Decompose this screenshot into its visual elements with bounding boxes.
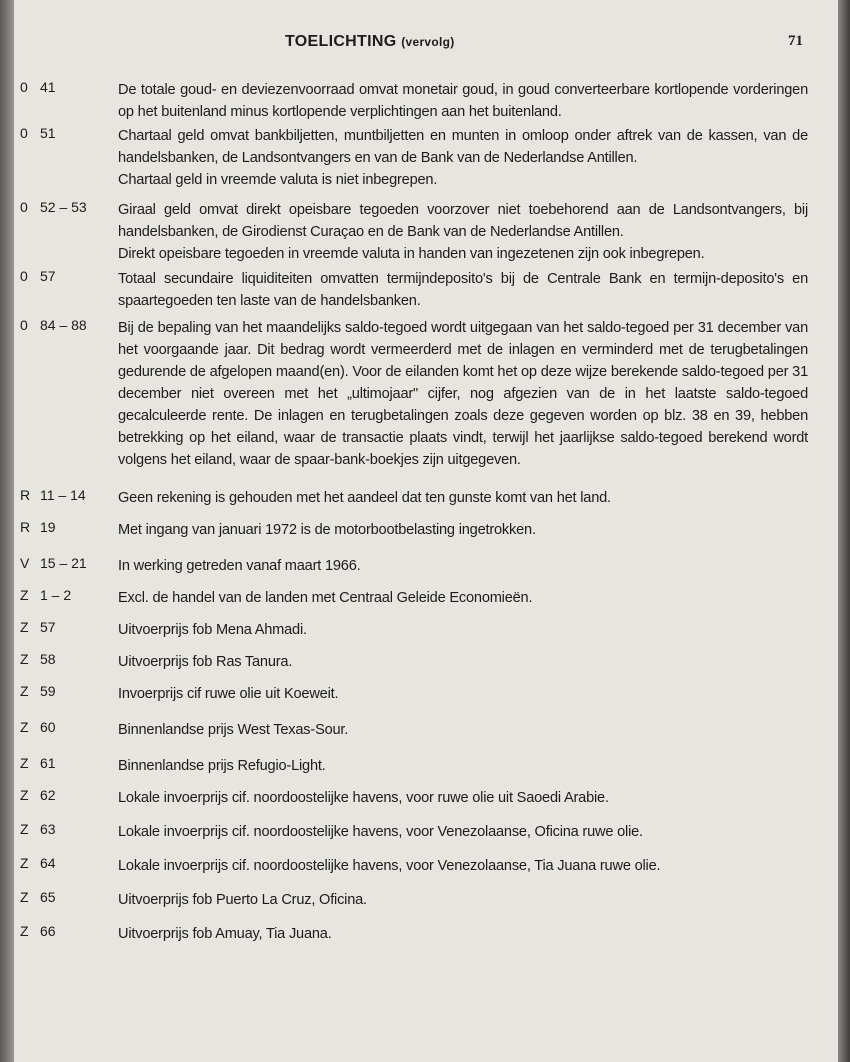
note-paragraph: Uitvoerprijs fob Amuay, Tia Juana. — [118, 926, 332, 942]
column-code: Z — [20, 683, 29, 699]
column-code: R — [20, 487, 31, 503]
column-code: Z — [20, 787, 29, 803]
note-text — [118, 719, 808, 741]
note-paragraph: Lokale invoerprijs cif. noordoostelijke havens, voor Venezolaanse, Tia Juana ruwe olie. — [118, 858, 661, 874]
column-number: 59 — [40, 683, 56, 699]
column-code: Z — [20, 821, 29, 837]
column-code: Z — [20, 651, 29, 667]
page-header — [0, 33, 850, 53]
note-paragraph: Met ingang van januari 1972 is de motorbootbelasting ingetrokken. — [118, 522, 536, 538]
column-code: 0 — [20, 268, 28, 284]
column-number: 63 — [40, 821, 56, 837]
column-number: 60 — [40, 719, 56, 735]
note-text — [118, 199, 808, 265]
column-code: 0 — [20, 125, 28, 141]
note-paragraph: Giraal geld omvat direkt opeisbare tegoeden voorzover niet toebehorend aan de Landsontvangers, bij handelsbanken, de Girodienst Curaçao en de Bank van de Nederlandse Antillen. — [118, 202, 808, 240]
note-paragraph: In werking getreden vanaf maart 1966. — [118, 558, 361, 574]
note-text — [118, 317, 808, 471]
note-text — [118, 787, 808, 809]
column-code: Z — [20, 855, 29, 871]
note-text — [118, 755, 808, 777]
column-code: V — [20, 555, 30, 571]
column-code: Z — [20, 755, 29, 771]
column-code: Z — [20, 619, 29, 635]
note-paragraph: Chartaal geld in vreemde valuta is niet inbegrepen. — [118, 172, 438, 188]
note-paragraph: Lokale invoerprijs cif. noordoostelijke havens, voor Venezolaanse, Oficina ruwe olie. — [118, 824, 643, 840]
column-number: 57 — [40, 268, 56, 284]
note-text — [118, 125, 808, 191]
note-text — [118, 268, 808, 312]
note-paragraph: Uitvoerprijs fob Puerto La Cruz, Oficina. — [118, 892, 367, 908]
note-text — [118, 821, 808, 843]
note-text — [118, 587, 808, 609]
note-paragraph: Binnenlandse prijs West Texas-Sour. — [118, 722, 349, 738]
title-text: TOELICHTING — [285, 33, 397, 50]
column-number: 65 — [40, 889, 56, 905]
note-paragraph: Binnenlandse prijs Refugio-Light. — [118, 758, 326, 774]
column-code: Z — [20, 923, 29, 939]
column-code: 0 — [20, 199, 28, 215]
note-text — [118, 487, 808, 509]
note-text — [118, 619, 808, 641]
page-title — [285, 33, 455, 51]
note-text — [118, 651, 808, 673]
note-text — [118, 519, 808, 541]
note-paragraph: Uitvoerprijs fob Mena Ahmadi. — [118, 622, 307, 638]
column-number: 51 — [40, 125, 56, 141]
column-number: 11 – 14 — [40, 487, 86, 503]
note-paragraph: Direkt opeisbare tegoeden in vreemde valuta in handen van ingezetenen zijn ook inbegrepen. — [118, 246, 705, 262]
note-paragraph: Uitvoerprijs fob Ras Tanura. — [118, 654, 293, 670]
column-number: 52 – 53 — [40, 199, 87, 215]
column-number: 15 – 21 — [40, 555, 87, 571]
note-paragraph: De totale goud- en deviezenvoorraad omvat monetair goud, in goud converteerbare kortlopende vorderingen op het buitenland minus kortlopende verplichtingen aan het buitenland. — [118, 82, 808, 120]
note-paragraph: Totaal secundaire liquiditeiten omvatten termijndeposito's bij de Centrale Bank en termijn-deposito's en spaartegoeden ten laste van de handelsbanken. — [118, 271, 808, 309]
note-paragraph: Excl. de handel van de landen met Centraal Geleide Economieën. — [118, 590, 533, 606]
note-text — [118, 683, 808, 705]
note-paragraph: Chartaal geld omvat bankbiljetten, muntbiljetten en munten in omloop onder aftrek van de kassen, van de handelsbanken, de Landsontvangers en van de Bank van de Nederlandse Antillen. — [118, 128, 808, 166]
note-text — [118, 555, 808, 577]
note-paragraph: Geen rekening is gehouden met het aandeel dat ten gunste komt van het land. — [118, 490, 611, 506]
column-code: Z — [20, 889, 29, 905]
column-code: 0 — [20, 79, 28, 95]
column-number: 58 — [40, 651, 56, 667]
note-text — [118, 855, 808, 877]
note-text — [118, 79, 808, 123]
column-number: 57 — [40, 619, 56, 635]
column-number: 1 – 2 — [40, 587, 72, 603]
note-text — [118, 889, 808, 911]
column-code: 0 — [20, 317, 28, 333]
note-text — [118, 923, 808, 945]
column-number: 66 — [40, 923, 56, 939]
column-number: 64 — [40, 855, 56, 871]
column-code: R — [20, 519, 31, 535]
note-paragraph: Lokale invoerprijs cif. noordoostelijke havens, voor ruwe olie uit Saoedi Arabie. — [118, 790, 609, 806]
title-suffix: (vervolg) — [401, 35, 455, 49]
page-number: 71 — [788, 33, 803, 49]
adjacent-page-edge — [0, 0, 14, 1062]
note-paragraph: Invoerprijs cif ruwe olie uit Koeweit. — [118, 686, 339, 702]
page-edge-shadow — [838, 0, 850, 1062]
column-code: Z — [20, 719, 29, 735]
column-number: 41 — [40, 79, 56, 95]
column-number: 84 – 88 — [40, 317, 87, 333]
column-number: 62 — [40, 787, 56, 803]
column-code: Z — [20, 587, 29, 603]
column-number: 19 — [40, 519, 56, 535]
note-paragraph: Bij de bepaling van het maandelijks saldo-tegoed wordt uitgegaan van het saldo-tegoed per 31 december van het voorgaande jaar. Dit bedrag wordt vermeerderd met de inlagen en verminderd met de terugbetalingen gedurende de afgelopen maand(en). Voor de eilanden komt het op deze wijze berekende saldo-tegoed per 31 december niet overeen met het „ultimojaar" cijfer, nog afgezien van de in het laatste saldo-tegoed gecalculeerde rente. De inlagen en terugbetalingen zoals deze gegeven worden op blz. 38 en 39, hebben betrekking op het eiland, waar de transactie plaats vindt, terwijl het jaarlijkse saldo-tegoed berekend wordt volgens het eiland, waar de spaar-bank-boekjes zijn uitgegeven. — [118, 320, 808, 468]
column-number: 61 — [40, 755, 56, 771]
